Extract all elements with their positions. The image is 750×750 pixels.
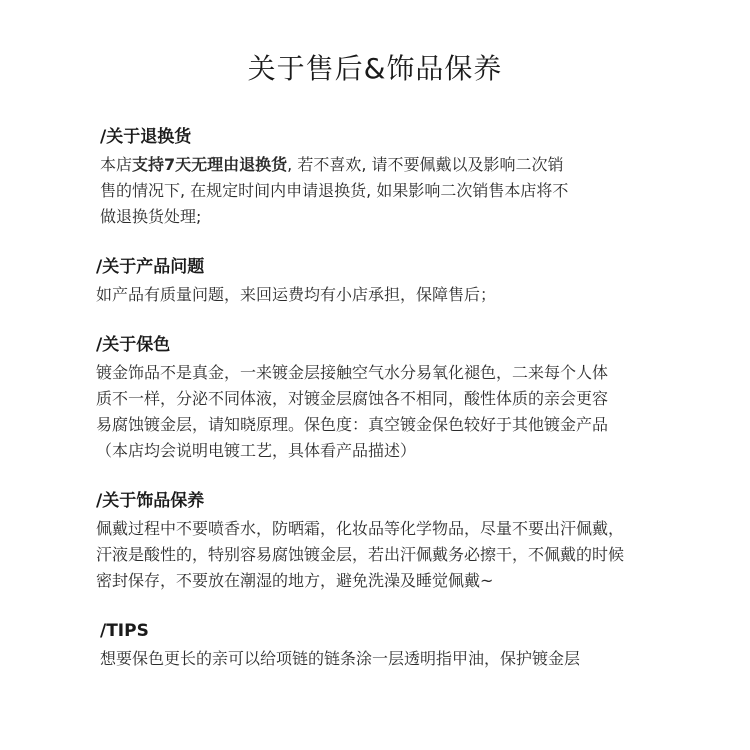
color-line-4: （本店均会说明电镀工艺，具体看产品描述） [96,441,417,460]
section-text-returns [100,152,700,230]
returns-line-3: 做退换货处理; [100,207,202,226]
section-text-jewelry-care [96,516,716,594]
returns-line-2: 售的情况下, 在规定时间内申请退换货, 如果影响二次销售本店将不 [100,181,569,200]
color-line-3: 易腐蚀镀金层，请知晓原理。保色度：真空镀金保色较好于其他镀金产品 [96,415,609,434]
section-jewelry-care [96,490,716,594]
color-line-2: 质不一样，分泌不同体液，对镀金层腐蚀各不相同，酸性体质的亲会更容 [96,389,609,408]
returns-line-1-a: 本店 [100,155,133,174]
section-heading-color-retention: /关于保色 [96,335,171,355]
page-title: 关于售后&饰品保养 [247,52,503,85]
section-heading-product-issues: /关于产品问题 [96,257,205,277]
section-text-tips [100,646,700,672]
tips-line-1: 想要保色更长的亲可以给项链的链条涂一层透明指甲油，保护镀金层 [100,649,581,668]
product-issues-line-1: 如产品有质量问题，来回运费均有小店承担，保障售后； [96,285,497,304]
returns-policy-highlight: 支持7天无理由退换货 [132,155,288,174]
care-line-3: 密封保存，不要放在潮湿的地方，避免洗澡及睡觉佩戴~ [96,571,494,590]
section-text-product-issues [96,282,700,308]
color-line-1: 镀金饰品不是真金，一来镀金层接触空气水分易氧化褪色，二来每个人体 [96,363,609,382]
section-heading-tips: /TIPS [100,621,149,641]
care-line-2: 汗液是酸性的，特别容易腐蚀镀金层，若出汗佩戴务必擦干，不佩戴的时候 [96,545,625,564]
returns-line-1-c: , 若不喜欢, 请不要佩戴以及影响二次销 [287,155,564,174]
section-heading-returns: /关于退换货 [100,127,192,147]
section-text-color-retention [96,360,706,464]
section-color-retention [96,334,706,464]
section-product-issues [96,256,700,308]
care-line-1: 佩戴过程中不要喷香水，防晒霜，化妆品等化学物品，尽量不要出汗佩戴， [96,519,625,538]
section-tips [100,620,700,672]
section-heading-jewelry-care: /关于饰品保养 [96,491,205,511]
returns-line-1 [100,155,564,174]
section-returns [100,126,700,230]
